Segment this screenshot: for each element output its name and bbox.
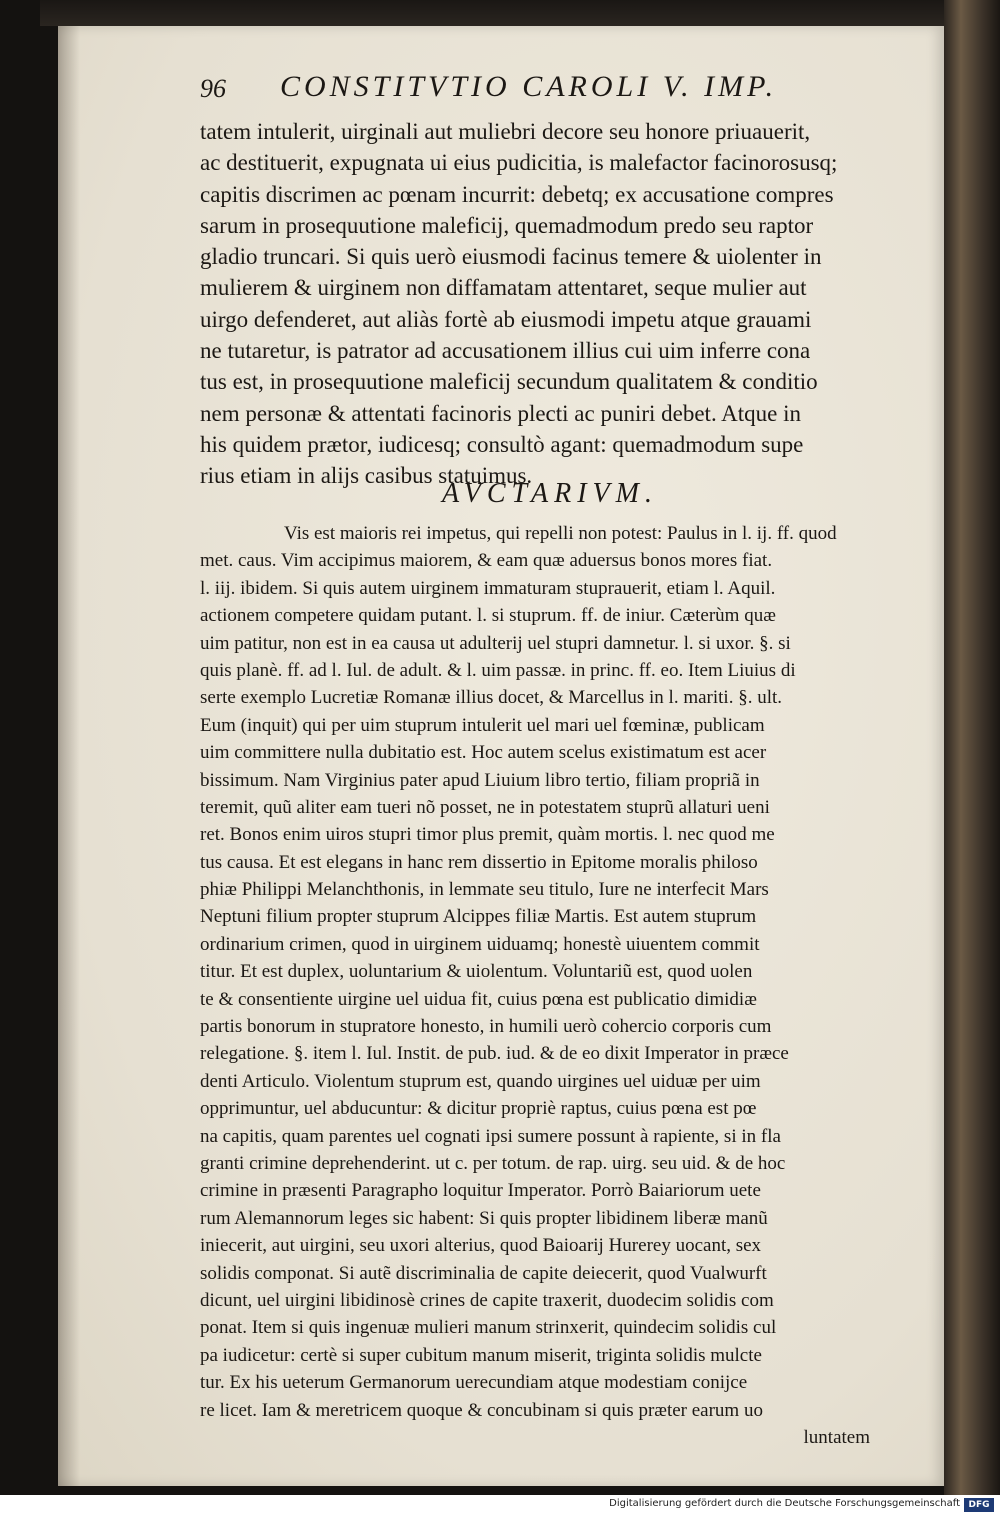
commentary-line: met. caus. Vim accipimus maiorem, & eam quæ aduersus bonos mores fiat. xyxy=(200,550,773,572)
commentary-line: titur. Et est duplex, uoluntarium & uiolentum. Voluntariũ est, quod uolen xyxy=(200,961,753,983)
commentary-line: relegatione. §. item l. Iul. Instit. de pub. iud. & de eo dixit Imperator in præce xyxy=(200,1043,789,1065)
commentary-line: opprimuntur, uel abducuntur: & dicitur propriè raptus, cuius pœna est pœ xyxy=(200,1098,757,1120)
text-line: nem personæ & attentati facinoris plecti ac puniri debet. Atque in xyxy=(200,400,802,426)
text-line: uirgo defenderet, aut aliàs fortè ab eiusmodi impetu atque grauami xyxy=(200,306,812,332)
gutter-shadow xyxy=(58,26,80,1486)
commentary-line: phiæ Philippi Melanchthonis, in lemmate seu titulo, Iure ne interfecit Mars xyxy=(200,879,769,901)
text-line: gladio truncari. Si quis uerò eiusmodi facinus temere & uiolenter in xyxy=(200,244,822,270)
text-line: ac destituerit, expugnata ui eius pudicitia, is malefactor facinorosusq; xyxy=(200,150,838,176)
commentary-line: quis planè. ff. ad l. Iul. de adult. & l. uim passæ. in princ. ff. eo. Item Liuius di xyxy=(200,659,796,681)
funding-credit: Digitalisierung gefördert durch die Deutsche Forschungsgemeinschaft xyxy=(609,1498,960,1509)
commentary-line: crimine in præsenti Paragrapho loquitur Imperator. Porrò Baiariorum uete xyxy=(200,1180,761,1202)
commentary-line: Eum (inquit) qui per uim stuprum intulerit uel mari uel fœminæ, publicam xyxy=(200,714,765,736)
commentary-line: serte exemplo Lucretiæ Romanæ illius docet, & Marcellus in l. mariti. §. ult. xyxy=(200,687,783,709)
text-line: tus est, in prosequutione maleficij secundum qualitatem & conditio xyxy=(200,369,818,395)
commentary-line: granti crimine deprehenderint. ut c. per totum. de rap. uirg. seu uid. & de hoc xyxy=(200,1152,786,1174)
commentary-line: Vis est maioris rei impetus, qui repelli non potest: Paulus in l. ij. ff. quod xyxy=(284,523,837,544)
commentary-line: ret. Bonos enim uiros stupri timor plus premit, quàm mortis. l. nec quod me xyxy=(200,824,775,846)
commentary-line: pa iudicetur: certè si super cubitum manum miserit, triginta solidis mulcte xyxy=(200,1344,762,1366)
catchword: luntatem xyxy=(803,1426,870,1448)
commentary-line: re licet. Iam & meretricem quoque & concubinam si quis præter earum uo xyxy=(200,1399,763,1421)
commentary-line: solidis componat. Si autẽ discriminalia de capite deiecerit, quod Vualwurft xyxy=(200,1262,767,1284)
commentary-line: na capitis, quam parentes uel cognati ipsi sumere possunt à rapiente, si in fla xyxy=(200,1125,781,1147)
commentary-line: ponat. Item si quis ingenuæ mulieri manum strinxerit, quindecim solidis cul xyxy=(200,1317,777,1339)
scan-top-edge xyxy=(40,0,1000,26)
commentary-line: tus causa. Et est elegans in hanc rem dissertio in Epitome moralis philoso xyxy=(200,851,758,873)
commentary-line: tur. Ex his ueterum Germanorum uerecundiam atque modestiam conijce xyxy=(200,1372,748,1394)
section-heading: AVCTARIVM. xyxy=(442,478,658,509)
commentary-line: dicunt, uel uirgini libidinosè crines de capite traxerit, duodecim solidis com xyxy=(200,1289,774,1311)
text-line: capitis discrimen ac pœnam incurrit: debetq; ex accusatione compres xyxy=(200,181,834,207)
commentary-line: uim patitur, non est in ea causa ut adulterij uel stupri damnetur. l. si uxor. §. si xyxy=(200,632,791,654)
commentary-line: denti Articulo. Violentum stuprum est, quando uirgines uel uiduæ per uim xyxy=(200,1070,761,1092)
text-line: mulierem & uirginem non diffamatam attentaret, seque mulier aut xyxy=(200,275,807,301)
commentary-line: Neptuni filium propter stuprum Alcippes filiæ Martis. Est autem stuprum xyxy=(200,906,757,928)
text-line: ne tutaretur, is patrator ad accusationem illius cui uim inferre cona xyxy=(200,338,811,364)
text-line: tatem intulerit, uirginali aut muliebri decore seu honore priuauerit, xyxy=(200,119,811,144)
commentary-line: partis bonorum in stupratore honesto, in humili uerò cohercio corporis cum xyxy=(200,1016,772,1038)
running-title: CONSTITVTIO CAROLI V. IMP. xyxy=(280,70,778,103)
commentary-line: teremit, quũ aliter eam tueri nõ posset, ne in potestatem stuprũ allaturi ueni xyxy=(200,796,770,818)
commentary-block xyxy=(200,520,890,1451)
digitization-footer xyxy=(0,1495,1000,1515)
text-line: his quidem prætor, iudicesq; consultò agant: quemadmodum supe xyxy=(200,431,804,457)
commentary-line: te & consentiente uirgine uel uidua fit, cuius pœna est publicatio dimidiæ xyxy=(200,988,757,1010)
commentary-line: ordinarium crimen, quod in uirginem uiduamq; honestè uiuentem commit xyxy=(200,933,760,955)
commentary-line: l. iij. ibidem. Si quis autem uirginem immaturam stuprauerit, etiam l. Aquil. xyxy=(200,577,776,599)
folio-number: 96 xyxy=(200,74,226,103)
commentary-line: rum Alemannorum leges sic habent: Si quis propter libidinem liberæ manũ xyxy=(200,1207,768,1229)
commentary-line: bissimum. Nam Virginius pater apud Liuium libro tertio, filiam propriã in xyxy=(200,769,760,791)
text-line: rius etiam in alijs casibus statuimus. xyxy=(200,463,533,489)
page-header xyxy=(200,70,880,110)
main-text-block xyxy=(200,116,890,492)
dfg-logo: DFG xyxy=(964,1498,994,1512)
commentary-line: iniecerit, aut uirgini, seu uxori alterius, quod Baioarij Hurerey uocant, sex xyxy=(200,1235,762,1257)
book-fore-edge xyxy=(944,0,1000,1495)
commentary-line: uim committere nulla dubitatio est. Hoc autem scelus existimatum est acer xyxy=(200,742,767,764)
text-line: sarum in prosequutione maleficij, quemadmodum predo seu raptor xyxy=(200,212,814,238)
commentary-line: actionem competere quidam putant. l. si stuprum. ff. de iniur. Cæterùm quæ xyxy=(200,605,776,627)
